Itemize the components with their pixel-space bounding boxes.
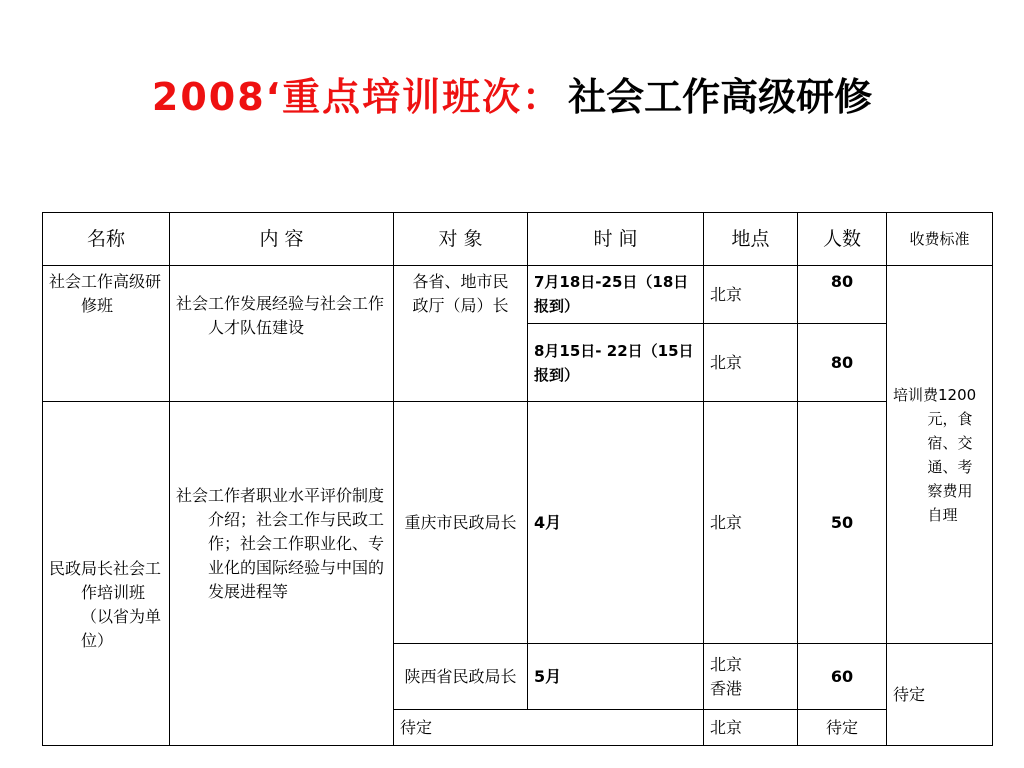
place-value: 北京 <box>710 717 743 737</box>
header-count: 人数 <box>798 213 887 266</box>
fee-cell <box>887 644 993 746</box>
table-header-row <box>43 213 993 266</box>
time-value: 4月 <box>534 512 562 532</box>
course-target: 待定 <box>400 717 433 737</box>
course-target-cell <box>394 266 528 402</box>
fee-value: 培训费1200元，食宿、交通、考察费用自理 <box>893 385 977 524</box>
place-value: 北京 <box>710 512 743 532</box>
course-target-cell <box>394 644 528 710</box>
course-target-cell <box>394 402 528 644</box>
count-cell <box>798 710 887 746</box>
place-value: 北京 <box>710 284 743 304</box>
time-value: 7月18日-25日（18日报到） <box>534 273 689 315</box>
course-content: 社会工作发展经验与社会工作人才队伍建设 <box>176 294 385 337</box>
count-value: 50 <box>830 512 854 532</box>
count-cell <box>798 644 887 710</box>
place-value: 北京 <box>710 352 743 372</box>
time-cell <box>528 644 704 710</box>
course-content-cell <box>170 402 394 746</box>
time-value: 8月15日- 22日（15日报到） <box>534 341 694 384</box>
course-content-cell <box>170 266 394 402</box>
time-cell <box>528 266 704 324</box>
course-target: 各省、地市民政厅（局）长 <box>412 272 509 315</box>
title-subject: 社会工作高级研修 <box>568 75 873 119</box>
header-time: 时 间 <box>528 213 704 266</box>
header-place: 地点 <box>704 213 798 266</box>
count-value: 80 <box>830 352 854 372</box>
header-name: 名称 <box>43 213 170 266</box>
course-name: 民政局长社会工作培训班（以省为单位） <box>49 558 162 650</box>
count-cell <box>798 266 887 324</box>
target-time-cell <box>394 710 704 746</box>
course-content: 社会工作者职业水平评价制度介绍；社会工作与民政工作；社会工作职业化、专业化的国际经验与中国的发展进程等 <box>176 486 385 601</box>
count-cell <box>798 402 887 644</box>
count-cell <box>798 324 887 402</box>
place-cell <box>704 266 798 324</box>
fee-cell <box>887 266 993 644</box>
course-name-cell <box>43 402 170 746</box>
training-plan-table <box>42 212 993 746</box>
count-value: 待定 <box>825 717 858 737</box>
place-cell <box>704 402 798 644</box>
place-value: 北京 香港 <box>710 654 743 698</box>
course-name: 社会工作高级研修班 <box>49 272 162 315</box>
header-fee: 收费标准 <box>887 213 993 266</box>
course-target: 重庆市民政局长 <box>404 512 517 532</box>
place-cell <box>704 710 798 746</box>
time-value: 5月 <box>534 666 562 686</box>
title-highlight: 2008‘重点培训班次： <box>151 75 563 119</box>
time-cell <box>528 324 704 402</box>
table-row <box>43 402 993 644</box>
header-target: 对 象 <box>394 213 528 266</box>
place-cell <box>704 324 798 402</box>
place-cell <box>704 644 798 710</box>
course-name-cell <box>43 266 170 402</box>
slide-title <box>0 66 1024 121</box>
header-content: 内 容 <box>170 213 394 266</box>
course-target: 陕西省民政局长 <box>404 666 517 686</box>
fee-value: 待定 <box>893 684 926 704</box>
table-row <box>43 266 993 324</box>
count-value: 60 <box>830 666 854 686</box>
count-value: 80 <box>830 272 854 291</box>
time-cell <box>528 402 704 644</box>
